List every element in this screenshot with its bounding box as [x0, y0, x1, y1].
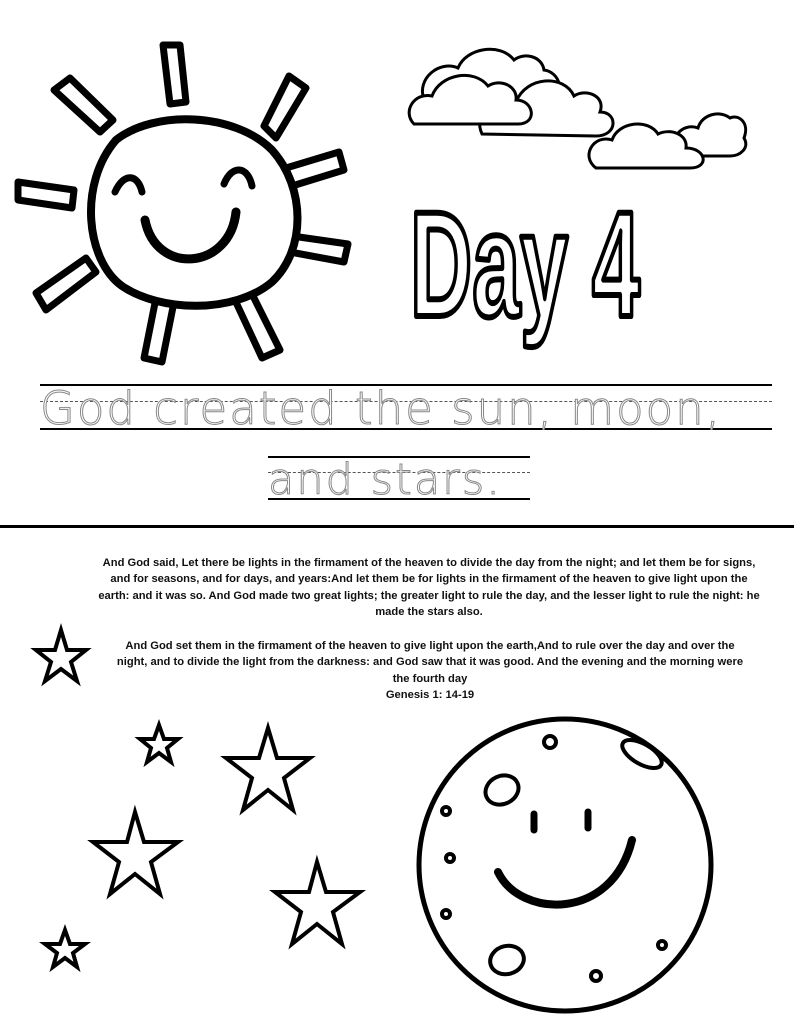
smiling-sun-icon [14, 40, 354, 370]
section-divider [0, 525, 794, 528]
scripture-reference: Genesis 1: 14-19 [385, 689, 475, 701]
scripture-paragraph-1: And God said, Let there be lights in the firmament of the heaven to divide the day from the night; and let them be for signs, and for seasons, and for days, and years:And let them be for lights in the firmament of the heaven to give light upon the earth: and it was so. And God made two great lights; the greater light to rule the day, and the lesser light to rule the night: he made the stars also. [98, 557, 760, 618]
star-icon [275, 862, 360, 944]
trace-text-2: and stars. [268, 455, 502, 505]
star-icon [36, 630, 86, 681]
trace-row-1 [40, 382, 772, 435]
sun-body [91, 119, 297, 305]
trace-text-1: God created the sun, moon, [40, 382, 722, 435]
star-icon [226, 728, 310, 810]
scripture-paragraph-2: And God set them in the firmament of the heaven to give light upon the earth,And to rule over the day and over the night, and to divide the light from the darkness: and God saw that it was good. And the evening and the morning were the fourth day [116, 640, 744, 685]
moon-body [419, 719, 711, 1011]
day-title [400, 168, 660, 348]
day-title-text: Day 4 [410, 180, 640, 348]
star-icon [140, 725, 178, 762]
smiling-moon-icon [412, 712, 718, 1018]
star-icon [93, 812, 178, 894]
stars-group [0, 620, 400, 1000]
trace-row-2 [268, 455, 530, 505]
cloud-cluster-icon [400, 38, 750, 178]
star-icon [45, 930, 85, 967]
